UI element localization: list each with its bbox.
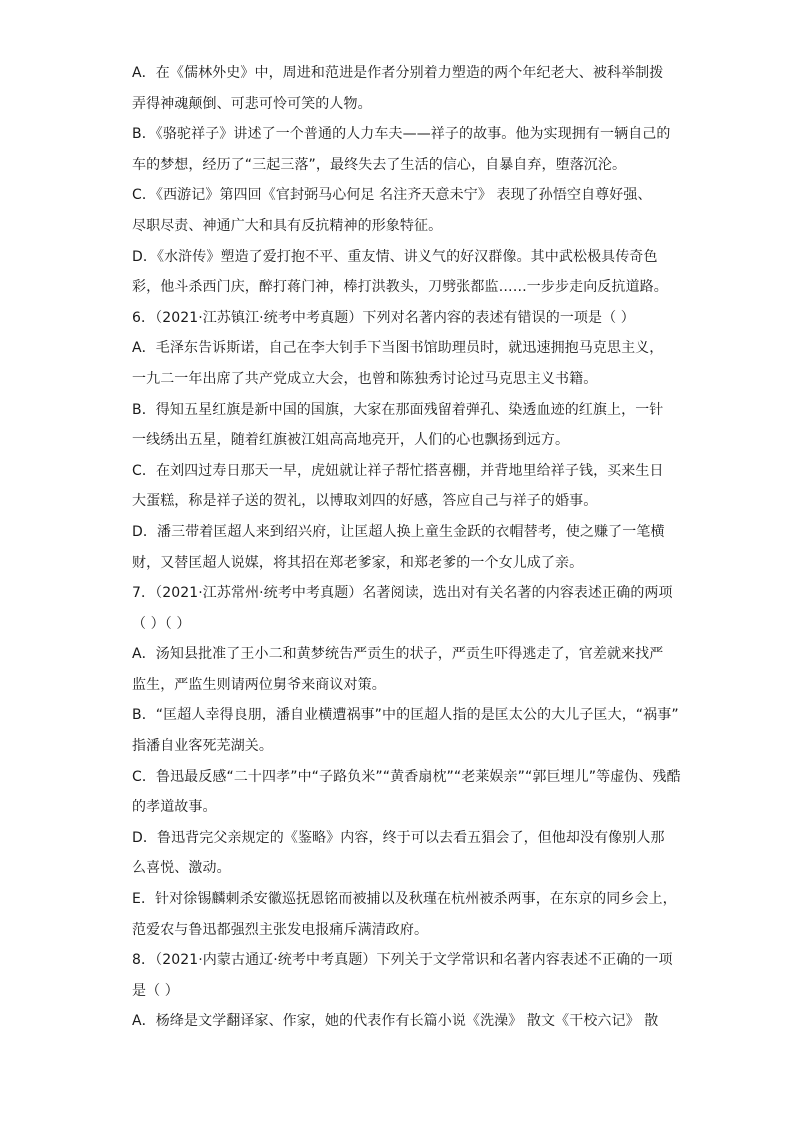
text-line: 么喜悦、激动。 — [132, 860, 231, 877]
text-line: C．在刘四过寿日那天一早，虎妞就让祥子帮忙搭喜棚，并背地里给祥子钱，买来生日 — [132, 462, 664, 479]
text-line: D．潘三带着匡超人来到绍兴府，让匡超人换上童生金跃的衣帽替考，使之赚了一笔横 — [132, 523, 665, 540]
text-line: 一九二一年出席了共产党成立大会，也曾和陈独秀讨论过马克思主义书籍。 — [132, 370, 598, 387]
text-line: 是（ ） — [132, 982, 179, 999]
text-line: 的孝道故事。 — [132, 799, 217, 816]
text-line: 弄得神魂颠倒、可悲可怜可笑的人物。 — [132, 95, 372, 112]
text-line: 尽职尽责、神通广大和具有反抗精神的形象特征。 — [132, 217, 443, 234]
question-stem-7: 7．（2021·江苏常州·统考中考真题）名著阅读，选出对有关名著的内容表述正确的两项 — [132, 585, 673, 602]
text-line: C．鲁迅最反感“二十四孝”中“子路负米”“黄香扇枕”“老莱娱亲”“郭巨埋儿”等虚伪、残酷 — [132, 768, 681, 785]
text-line: 一线绣出五星，随着红旗被江姐高高地亮开，人们的心也飘扬到远方。 — [132, 432, 570, 449]
text-line: 范爱农与鲁迅都强烈主张发电报痛斥满清政府。 — [132, 921, 429, 938]
text-line: D．鲁迅背完父亲规定的《鉴略》内容，终于可以去看五猖会了，但他却没有像别人那 — [132, 829, 665, 846]
text-line: 财，又替匡超人说媒，将其招在郑老爹家，和郑老爹的一个女儿成了亲。 — [132, 554, 584, 571]
text-line: B．得知五星红旗是新中国的国旗，大家在那面残留着弹孔、染透血迹的红旗上，一针 — [132, 401, 664, 418]
question-stem-8: 8．（2021·内蒙古通辽·统考中考真题）下列关于文学常识和名著内容表述不正确的一项 — [132, 952, 673, 969]
text-line: D．《水浒传》塑造了爱打抱不平、重友情、讲义气的好汉群像。其中武松极具传奇色 — [132, 248, 658, 265]
text-line: 彩，他斗杀西门庆，醉打蒋门神，棒打洪教头，刀劈张都监……一步步走向反抗道路。 — [132, 279, 668, 296]
answer-blanks: （ ）（ ） — [132, 615, 191, 632]
text-line: 监生，严监生则请两位舅爷来商议对策。 — [132, 676, 386, 693]
text-line: A．汤知县批准了王小二和黄梦统告严贡生的状子，严贡生吓得逃走了，官差就来找严 — [132, 646, 664, 663]
text-line: A．毛泽东告诉斯诺，自己在李大钊手下当图书馆助理员时，就迅速拥抱马克思主义， — [132, 340, 664, 357]
text-line: A．在《儒林外史》中，周进和范进是作者分别着力塑造的两个年纪老大、被科举制拨 — [132, 65, 664, 81]
text-line: B．《骆驼祥子》讲述了一个普通的人力车夫——祥子的故事。他为实现拥有一辆自己的 — [132, 126, 671, 143]
text-line: B．“匡超人幸得良朋，潘自业横遭祸事”中的匡超人指的是匡太公的大儿子匡大，“祸事” — [132, 707, 679, 724]
question-stem-6: 6．（2021·江苏镇江·统考中考真题）下列对名著内容的表述有错误的一项是（ ） — [132, 309, 635, 326]
text-line: 指潘自业客死芜湖关。 — [132, 738, 273, 755]
text-line: E．针对徐锡麟刺杀安徽巡抚恩铭而被捕以及秋瑾在杭州被杀两事，在东京的同乡会上， — [132, 891, 677, 908]
text-line: 大蛋糕，称是祥子送的贺礼，以博取刘四的好感，答应自己与祥子的婚事。 — [132, 493, 598, 510]
text-line: C．《西游记》第四回《官封弼马心何足 名注齐天意未宁》 表现了孙悟空自尊好强、 — [132, 187, 652, 204]
text-line: 车的梦想，经历了“三起三落”，最终失去了生活的信心，自暴自弃，堕落沉沦。 — [132, 156, 627, 173]
text-line: A．杨绛是文学翻译家、作家，她的代表作有长篇小说《洗澡》 散文《干校六记》 散 — [132, 1013, 659, 1030]
